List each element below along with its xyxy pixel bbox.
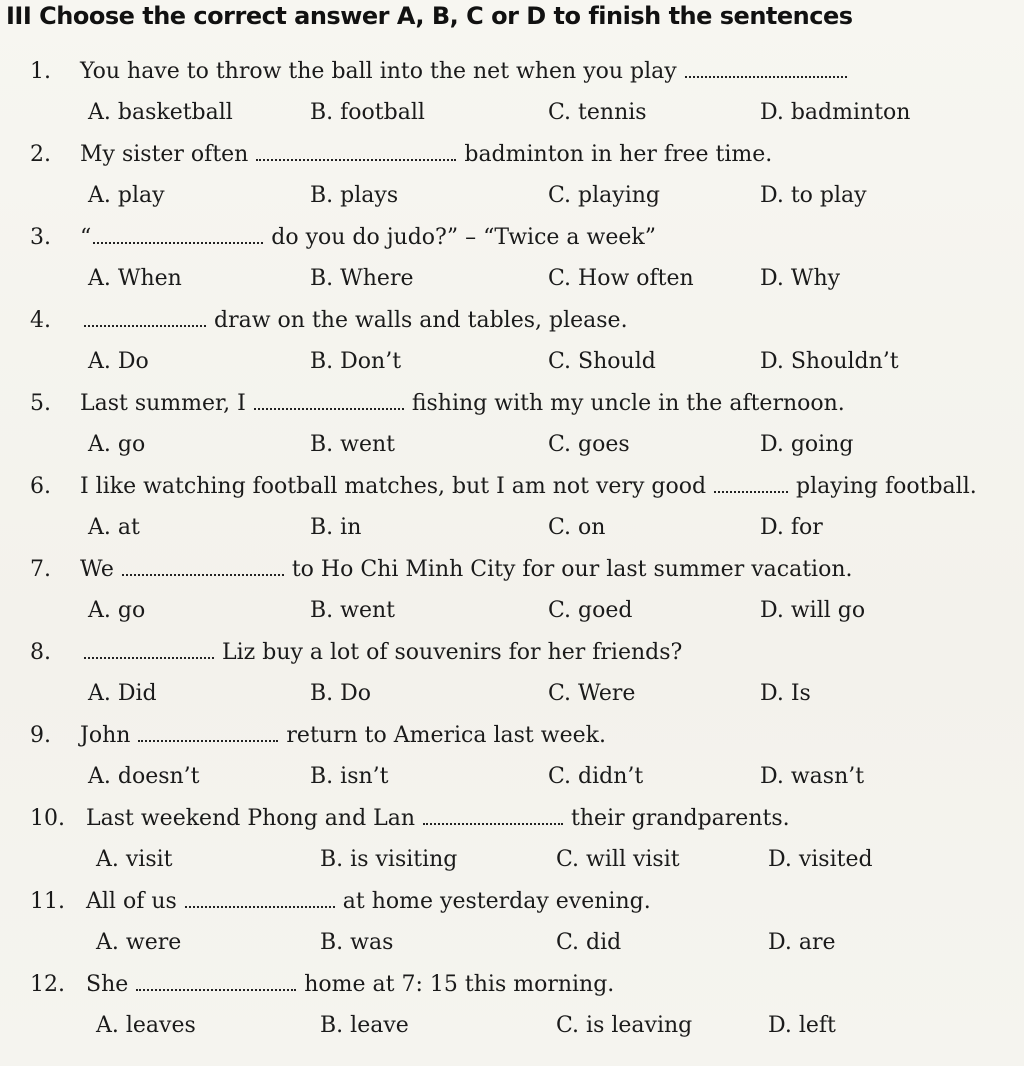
question-stem [30, 888, 651, 914]
option-b[interactable]: B. is visiting [320, 847, 458, 872]
question-number: 10. [30, 806, 65, 831]
answer-blank[interactable] [256, 141, 456, 161]
stem-after: their grandparents. [571, 806, 790, 831]
question-stem [30, 639, 682, 665]
stem-after: home at 7: 15 this morning. [304, 972, 615, 997]
stem-after: Liz buy a lot of souvenirs for her friends? [222, 640, 683, 665]
option-b[interactable]: B. football [310, 100, 425, 125]
stem-before: Last weekend Phong and Lan [86, 806, 416, 831]
question-number: 2. [30, 142, 51, 167]
option-b[interactable]: B. plays [310, 183, 399, 208]
stem-before: Last summer, I [80, 391, 246, 416]
question-number: 9. [30, 723, 51, 748]
question-number: 8. [30, 640, 51, 665]
option-a[interactable]: A. doesn’t [88, 764, 200, 789]
question-stem [30, 224, 656, 250]
option-a[interactable]: A. Did [88, 681, 157, 706]
stem-after: fishing with my uncle in the afternoon. [411, 391, 845, 416]
question-number: 6. [30, 474, 51, 499]
option-b[interactable]: B. was [320, 930, 394, 955]
question-7 [30, 556, 1010, 644]
question-stem [30, 473, 977, 499]
stem-after: playing football. [796, 474, 977, 499]
question-stem [30, 722, 606, 748]
option-d[interactable]: D. visited [768, 847, 873, 872]
question-9 [30, 722, 1010, 810]
question-stem [30, 390, 845, 416]
option-b[interactable]: B. in [310, 515, 362, 540]
answer-blank[interactable] [93, 224, 263, 244]
answer-blank[interactable] [685, 58, 847, 78]
stem-before: I like watching football matches, but I am not very good [80, 474, 707, 499]
option-d[interactable]: D. for [760, 515, 823, 540]
question-number: 1. [30, 59, 51, 84]
question-3 [30, 224, 1010, 312]
option-d[interactable]: D. Why [760, 266, 841, 291]
option-b[interactable]: B. leave [320, 1013, 409, 1038]
question-stem [30, 141, 772, 167]
question-number: 5. [30, 391, 51, 416]
stem-after: at home yesterday evening. [342, 889, 651, 914]
option-d[interactable]: D. wasn’t [760, 764, 865, 789]
question-stem [30, 58, 855, 84]
option-c[interactable]: C. Were [548, 681, 636, 706]
option-c[interactable]: C. is leaving [556, 1013, 693, 1038]
option-b[interactable]: B. Don’t [310, 349, 402, 374]
question-stem [30, 805, 790, 831]
question-5 [30, 390, 1010, 478]
option-b[interactable]: B. isn’t [310, 764, 389, 789]
option-a[interactable]: A. go [88, 432, 146, 457]
answer-blank[interactable] [254, 390, 404, 410]
option-b[interactable]: B. went [310, 598, 396, 623]
option-d[interactable]: D. Is [760, 681, 811, 706]
stem-before: All of us [86, 889, 177, 914]
question-11 [30, 888, 1010, 976]
option-a[interactable]: A. go [88, 598, 146, 623]
option-d[interactable]: D. Shouldn’t [760, 349, 899, 374]
option-d[interactable]: D. going [760, 432, 854, 457]
option-b[interactable]: B. Where [310, 266, 414, 291]
question-12 [30, 971, 1010, 1059]
question-number: 11. [30, 889, 65, 914]
stem-before: My sister often [80, 142, 249, 167]
option-c[interactable]: C. tennis [548, 100, 647, 125]
option-b[interactable]: B. Do [310, 681, 372, 706]
option-c[interactable]: C. How often [548, 266, 694, 291]
answer-blank[interactable] [714, 473, 788, 493]
question-10 [30, 805, 1010, 893]
option-a[interactable]: A. Do [88, 349, 149, 374]
exercise-heading: III Choose the correct answer A, B, C or D to finish the sentences [6, 2, 853, 30]
stem-after: badminton in her free time. [464, 142, 773, 167]
question-number: 12. [30, 972, 65, 997]
option-d[interactable]: D. badminton [760, 100, 911, 125]
answer-blank[interactable] [136, 971, 296, 991]
option-c[interactable]: C. did [556, 930, 622, 955]
stem-after: return to America last week. [286, 723, 606, 748]
answer-blank[interactable] [84, 307, 206, 327]
answer-blank[interactable] [84, 639, 214, 659]
option-a[interactable]: A. leaves [96, 1013, 196, 1038]
stem-after: draw on the walls and tables, please. [214, 308, 628, 333]
question-2 [30, 141, 1010, 229]
question-6 [30, 473, 1010, 561]
option-a[interactable]: A. basketball [88, 100, 233, 125]
option-c[interactable]: C. goes [548, 432, 630, 457]
stem-before: “ [80, 225, 92, 250]
answer-blank[interactable] [122, 556, 284, 576]
option-c[interactable]: C. playing [548, 183, 660, 208]
question-4 [30, 307, 1010, 395]
stem-before: We [80, 557, 114, 582]
question-stem [30, 971, 614, 997]
question-stem [30, 556, 852, 582]
option-c[interactable]: C. goed [548, 598, 633, 623]
option-c[interactable]: C. Should [548, 349, 656, 374]
option-c[interactable]: C. didn’t [548, 764, 644, 789]
question-number: 3. [30, 225, 51, 250]
question-number: 4. [30, 308, 51, 333]
option-a[interactable]: A. were [96, 930, 182, 955]
option-d[interactable]: D. will go [760, 598, 866, 623]
question-stem [30, 307, 628, 333]
question-number: 7. [30, 557, 51, 582]
option-b[interactable]: B. went [310, 432, 396, 457]
stem-after: to Ho Chi Minh City for our last summer vacation. [291, 557, 853, 582]
question-8 [30, 639, 1010, 727]
question-1 [30, 58, 1010, 146]
option-d[interactable]: D. left [768, 1013, 836, 1038]
option-d[interactable]: D. are [768, 930, 836, 955]
answer-blank[interactable] [138, 722, 278, 742]
stem-before: She [86, 972, 129, 997]
option-a[interactable]: A. play [88, 183, 165, 208]
option-a[interactable]: A. When [88, 266, 182, 291]
option-c[interactable]: C. on [548, 515, 606, 540]
option-c[interactable]: C. will visit [556, 847, 680, 872]
stem-before: John [80, 723, 131, 748]
stem-before: You have to throw the ball into the net when you play [80, 59, 677, 84]
stem-after: do you do judo?” – “Twice a week” [271, 225, 656, 250]
option-d[interactable]: D. to play [760, 183, 867, 208]
option-a[interactable]: A. at [88, 515, 140, 540]
answer-blank[interactable] [423, 805, 563, 825]
option-a[interactable]: A. visit [96, 847, 173, 872]
answer-blank[interactable] [185, 888, 335, 908]
